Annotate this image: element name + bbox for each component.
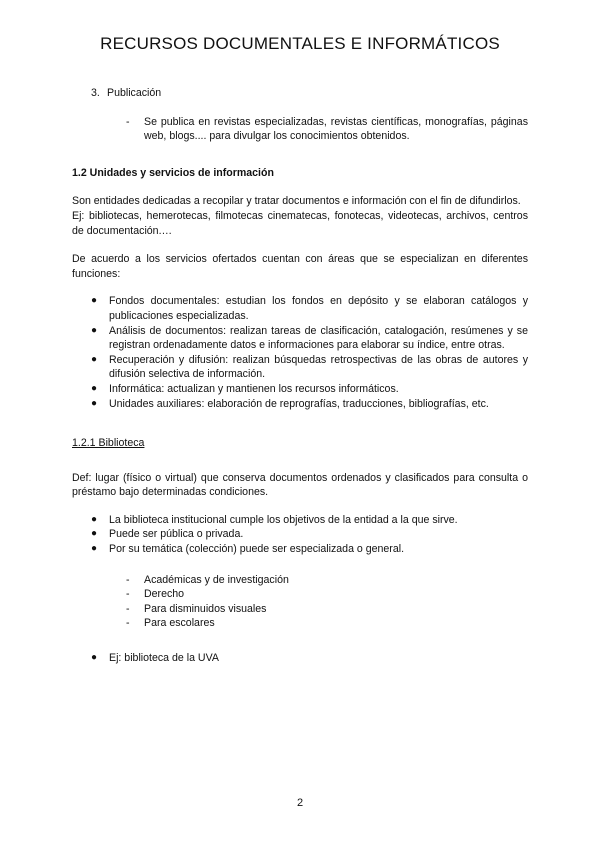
dash-list-tematica <box>72 573 528 631</box>
list-item <box>91 294 528 323</box>
list-item-text: Académicas y de investigación <box>144 573 289 586</box>
bullet-marker: ● <box>91 353 98 365</box>
list-item-text: Informática: actualizan y mantienen los recursos informáticos. <box>109 382 399 395</box>
list-item-text: Para escolares <box>144 617 215 630</box>
list-item <box>126 115 528 144</box>
list-item <box>126 602 528 617</box>
list-item <box>126 616 528 631</box>
page-title: RECURSOS DOCUMENTALES E INFORMÁTICOS <box>100 34 500 53</box>
bullet-marker: ● <box>91 295 98 307</box>
list-item-text: Análisis de documentos: realizan tareas de clasificación, catalogación, resúmenes y se registran ordenadamente datos e informaciones para elaborar su índice, entre otras. <box>109 324 528 352</box>
numbered-item-publicacion <box>72 86 528 101</box>
list-item-text: Recuperación y difusión: realizan búsquedas retrospectivas de las obras de autores y difusión selectiva de información. <box>109 353 528 381</box>
paragraph-line: Ej: bibliotecas, hemerotecas, filmotecas cinematecas, fonotecas, videotecas, archivos, centros de documentación.… <box>72 209 528 237</box>
list-item <box>126 587 528 602</box>
list-item <box>91 353 528 382</box>
bullet-marker: ● <box>91 652 98 664</box>
dash-marker: - <box>126 115 130 128</box>
list-item-text: Ej: biblioteca de la UVA <box>109 652 219 665</box>
page-content <box>72 86 528 666</box>
list-item <box>91 324 528 353</box>
bullet-marker: ● <box>91 513 98 525</box>
section-heading-1-2: 1.2 Unidades y servicios de información <box>72 166 274 179</box>
list-item-text: Derecho <box>144 588 185 601</box>
paragraph-functions: De acuerdo a los servicios ofertados cuentan con áreas que se especializan en diferentes funciones: <box>72 253 528 280</box>
list-item-text: Fondos documentales: estudian los fondos en depósito y se elaboran catálogos y publicaciones especializadas. <box>109 295 528 322</box>
bullet-marker: ● <box>91 528 98 540</box>
list-item <box>91 542 528 557</box>
bullet-marker: ● <box>91 543 98 555</box>
bullet-list-biblioteca <box>72 513 528 557</box>
list-item-text: Por su temática (colección) puede ser especializada o general. <box>109 543 405 556</box>
dash-marker: - <box>126 588 130 601</box>
page-number: 2 <box>296 797 304 809</box>
dash-marker: - <box>126 617 130 630</box>
list-item-text: Para disminuidos visuales <box>144 602 267 615</box>
bullet-list-functions <box>72 294 528 411</box>
paragraph-line: Son entidades dedicadas a recopilar y tratar documentos e información con el fin de difundirlos. <box>72 195 521 208</box>
dash-marker: - <box>126 602 130 615</box>
section-heading-1-2-1: 1.2.1 Biblioteca <box>72 437 145 450</box>
list-item <box>91 397 528 412</box>
item-label: Publicación <box>107 87 162 99</box>
list-item-text: Unidades auxiliares: elaboración de reprografías, traducciones, bibliografías, etc. <box>109 397 489 410</box>
paragraph-definition <box>72 194 528 238</box>
list-item <box>91 382 528 397</box>
list-item <box>91 513 528 528</box>
bullet-marker: ● <box>91 324 98 336</box>
list-item <box>91 527 528 542</box>
list-item-text: La biblioteca institucional cumple los objetivos de la entidad a la que sirve. <box>109 513 458 526</box>
list-item-text: Puede ser pública o privada. <box>109 528 244 541</box>
bullet-list-example <box>72 651 528 666</box>
paragraph-definition-biblioteca: Def: lugar (físico o virtual) que conserva documentos ordenados y clasificados para consulta o préstamo bajo determinadas condiciones. <box>72 471 528 499</box>
dash-marker: - <box>126 573 130 586</box>
list-item <box>126 573 528 588</box>
item-number: 3. <box>91 87 100 99</box>
bullet-marker: ● <box>91 397 98 409</box>
list-item <box>91 651 528 666</box>
list-item-text: Se publica en revistas especializadas, revistas científicas, monografías, páginas web, blogs.... para divulgar los conocimientos obtenidos. <box>144 115 528 143</box>
dash-list-publicacion <box>126 115 528 144</box>
bullet-marker: ● <box>91 382 98 394</box>
